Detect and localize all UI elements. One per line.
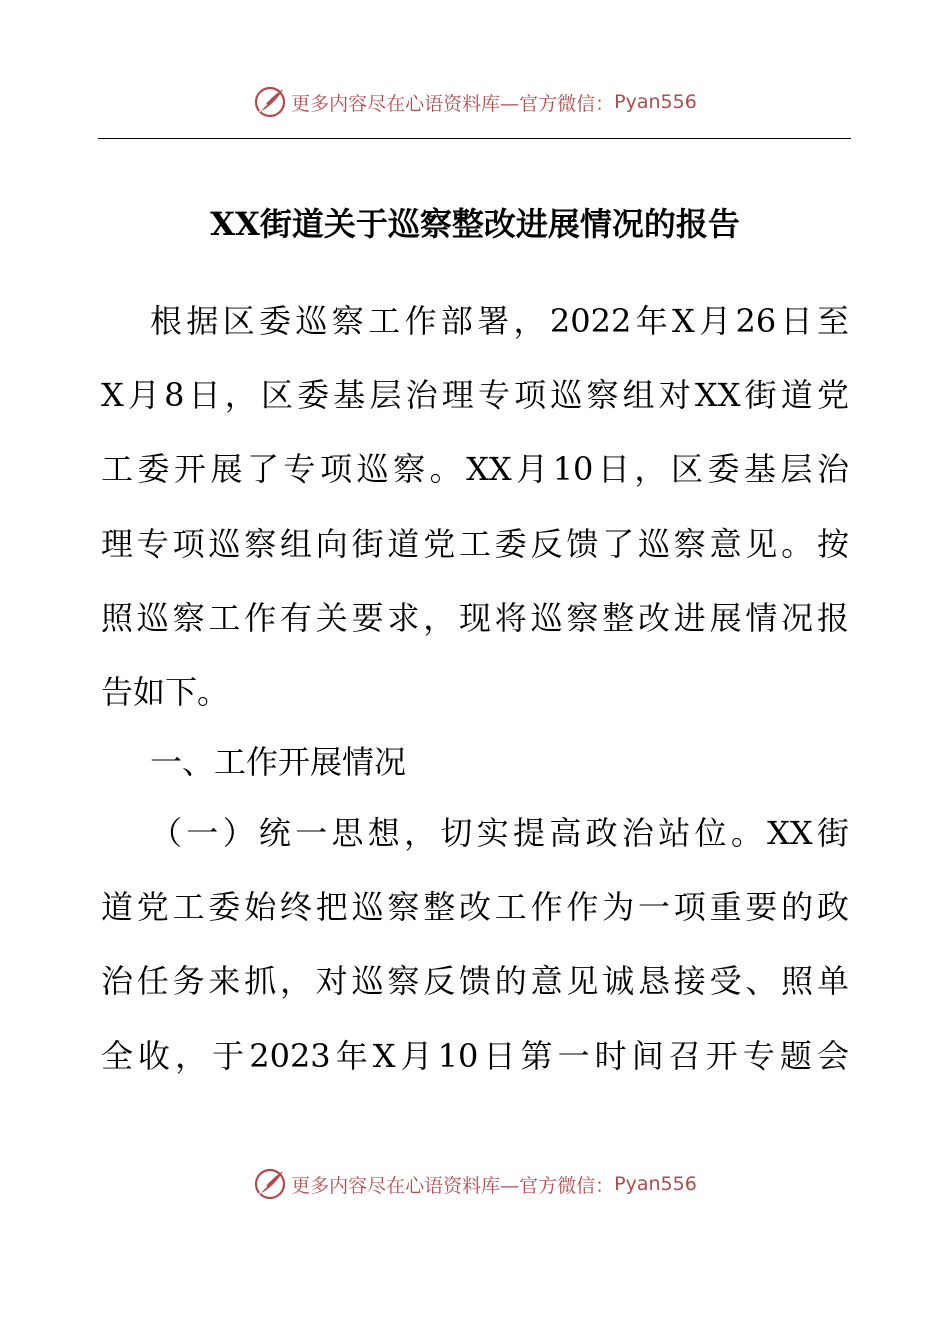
body-line-3: 工委开展了专项巡察。XX月10日，区委基层治 — [101, 450, 849, 488]
watermark-text: 更多内容尽在心语资料库—官方微信： — [291, 92, 615, 115]
document-title: XX街道关于巡察整改进展情况的报告 — [210, 205, 740, 243]
watermark-wechat-id: Pyan556 — [614, 1173, 697, 1195]
watermark-banner-top — [0, 80, 950, 124]
section-heading-1: 一、工作开展情况 — [150, 743, 407, 781]
body-line-2: X月8日，区委基层治理专项巡察组对XX街道党 — [101, 376, 849, 414]
watermark-banner-bottom — [0, 1162, 950, 1206]
watermark-wechat-id: Pyan556 — [614, 91, 697, 113]
body-line-5: 照巡察工作有关要求，现将巡察整改进展情况报 — [101, 599, 849, 637]
body-line-11: 全收，于2023年X月10日第一时间召开专题会 — [101, 1037, 849, 1075]
body-line-4: 理专项巡察组向街道党工委反馈了巡察意见。按 — [101, 525, 849, 563]
feather-pen-circle-icon — [253, 1167, 287, 1201]
feather-pen-circle-icon — [253, 85, 287, 119]
body-line-10: 治任务来抓，对巡察反馈的意见诚恳接受、照单 — [101, 962, 849, 1000]
body-line-6: 告如下。 — [101, 673, 230, 711]
header-divider — [98, 138, 851, 139]
body-line-9: 道党工委始终把巡察整改工作作为一项重要的政 — [101, 888, 849, 926]
watermark-text: 更多内容尽在心语资料库—官方微信： — [291, 1174, 615, 1197]
body-line-1: 根据区委巡察工作部署，2022年X月26日至 — [150, 302, 849, 340]
body-line-8: （一）统一思想，切实提高政治站位。XX街 — [150, 814, 849, 852]
